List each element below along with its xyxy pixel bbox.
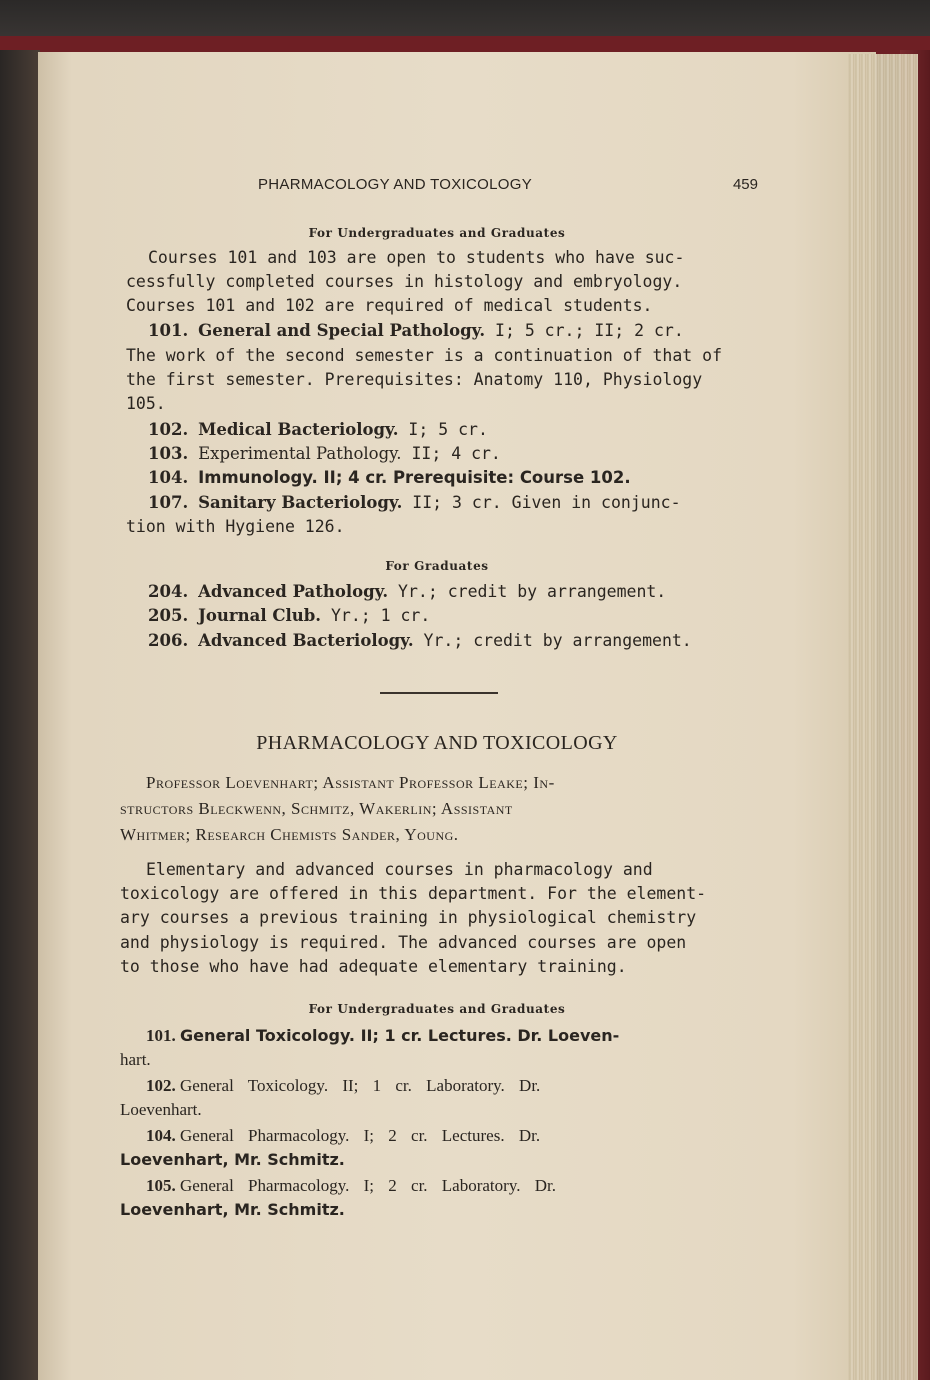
course-number: 204. [148,582,189,601]
course-number: 104. [146,1126,176,1145]
course-title: Experimental Pathology. [198,444,402,463]
course-text: General Toxicology. II; 1 cr. Laboratory. Dr. [180,1076,541,1095]
pharm-104-cont: Loevenhart, Mr. Schmitz. [120,1150,345,1169]
pathology-course-107 [148,491,754,515]
staff-list [120,770,754,848]
pharm-intro-line-1: Elementary and advanced courses in pharmacology and [146,860,653,879]
section-divider [380,692,498,694]
pathology-course-102 [148,418,754,442]
pathology-107-line-2: tion with Hygiene 126. [126,517,345,536]
course-details: Yr.; credit by arrangement. [388,582,667,601]
running-head-title: PHARMACOLOGY AND TOXICOLOGY [258,176,533,193]
pathology-course-206 [148,629,754,653]
pharm-intro-line-2: toxicology are offered in this department. For the element- [120,884,707,903]
pharm-course-102 [146,1074,754,1098]
course-number: 102. [148,420,189,439]
pathology-intro-line-1: Courses 101 and 103 are open to students who have suc- [148,248,685,267]
running-head [258,176,758,200]
course-details: II; 4 cr. Prerequisite: Course 102. [317,468,631,487]
course-number: 102. [146,1076,176,1095]
pathology-101-line-3: 105. [126,394,166,413]
pharm-course-105 [146,1174,754,1198]
pharm-102-cont: Loevenhart. [120,1100,202,1119]
course-number: 103. [148,444,189,463]
course-number: 205. [148,606,189,625]
course-number: 101. [146,1026,176,1045]
course-number: 104. [148,468,189,487]
pharm-101-cont: hart. [120,1050,151,1069]
course-number: 105. [146,1176,176,1195]
pathology-course-204 [148,580,754,604]
department-heading: PHARMACOLOGY AND TOXICOLOGY [256,732,618,754]
pharm-course-104 [146,1124,754,1148]
pathology-course-103 [148,442,754,466]
course-details: II; 4 cr. [401,444,501,463]
pathology-intro-line-2: cessfully completed courses in histology and embryology. [126,272,683,291]
course-details: I; 5 cr. [398,420,488,439]
course-text: General Pharmacology. I; 2 cr. Lectures. Dr. [180,1126,541,1145]
pathology-101-line-2: the first semester. Prerequisites: Anatomy 110, Physiology [126,370,703,389]
book-cover-left [0,50,40,1380]
course-number: 206. [148,631,189,650]
course-title: Medical Bacteriology. [198,420,399,439]
course-title: Immunology. [198,468,318,487]
pharm-undergrad-heading: For Undergraduates and Graduates [308,1002,566,1016]
course-details: II; 3 cr. Given in conjunc- [402,493,681,512]
course-text: General Toxicology. II; 1 cr. Lectures. Dr. Loeven- [180,1026,620,1045]
course-number: 107. [148,493,189,512]
course-title: Advanced Bacteriology. [198,631,414,650]
course-details: Yr.; credit by arrangement. [413,631,692,650]
course-details: Yr.; 1 cr. [321,606,431,625]
pathology-course-205 [148,604,754,628]
pharm-intro-line-4: and physiology is required. The advanced courses are open [120,933,687,952]
staff-line-3: Whitmer; Research Chemists Sander, Young. [120,825,459,844]
staff-line-1: Professor Loevenhart; Assistant Professor Leake; In- [146,773,555,792]
course-title: General and Special Pathology. [198,321,486,340]
pharm-intro-line-3: ary courses a previous training in physiological chemistry [120,908,697,927]
course-title: Sanitary Bacteriology. [198,493,403,512]
pathology-101-line-1: The work of the second semester is a continuation of that of [126,346,723,365]
pathology-intro-line-3: Courses 101 and 102 are required of medical students. [126,296,653,315]
course-details: I; 5 cr.; II; 2 cr. [485,321,684,340]
page-number: 459 [732,176,758,193]
course-text: General Pharmacology. I; 2 cr. Laboratory. Dr. [180,1176,556,1195]
course-number: 101. [148,321,189,340]
pharm-course-101 [146,1024,754,1048]
pathology-course-101 [148,319,754,343]
pharm-intro-line-5: to those who have had adequate elementary training. [120,957,627,976]
course-title: Journal Club. [198,606,322,625]
pathology-grad-heading: For Graduates [385,559,489,573]
page-edges [848,54,918,1380]
pathology-course-104 [148,466,754,490]
pharm-105-cont: Loevenhart, Mr. Schmitz. [120,1200,345,1219]
course-title: Advanced Pathology. [198,582,389,601]
pathology-undergrad-heading: For Undergraduates and Graduates [308,226,566,240]
staff-line-2: structors Bleckwenn, Schmitz, Wakerlin; Assistant [120,799,513,818]
